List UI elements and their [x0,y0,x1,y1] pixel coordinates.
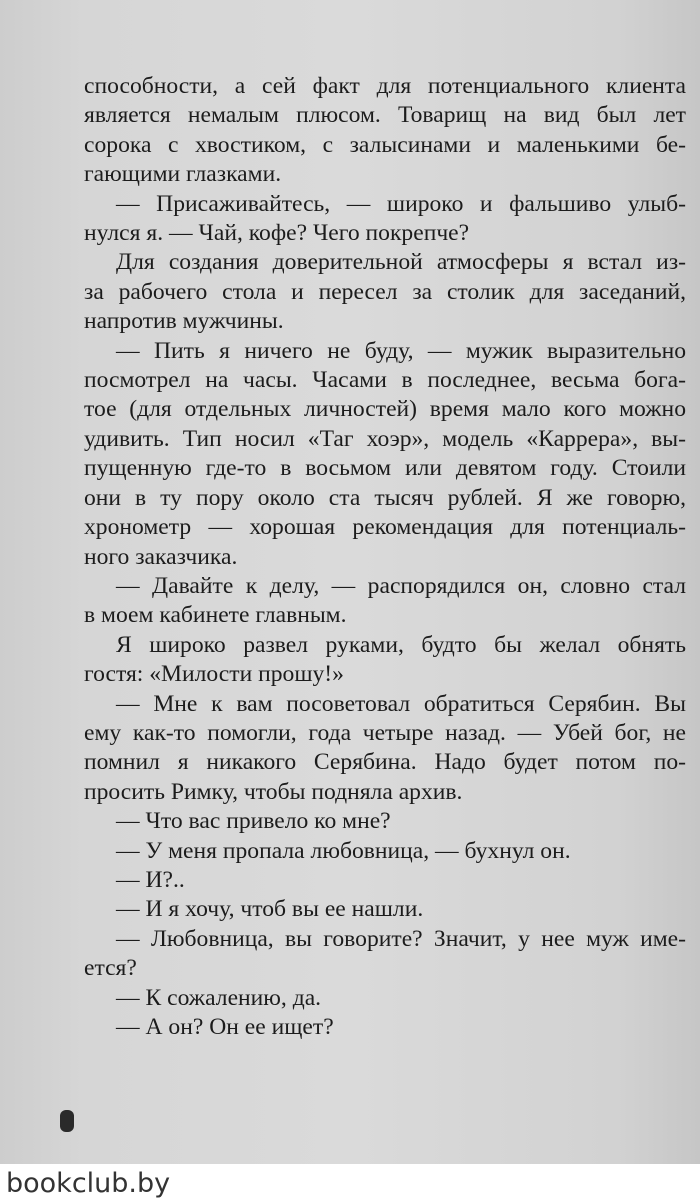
text-line: за рабочего стола и пересел за столик для заседаний, [84,278,686,305]
text-line: гающими глазками. [84,161,282,188]
text-line: — Присаживайтесь, — широко и фальшиво улыб- [116,190,686,217]
text-line: — И?.. [116,866,185,893]
text-line: — Любовница, вы говорите? Значит, у нее муж име- [116,925,686,952]
text-line: они в ту пору около ста тысяч рублей. Я же говорю, [84,484,686,511]
text-line: нулся я. — Чай, кофе? Чего покрепче? [84,220,470,247]
text-line: — У меня пропала любовница, — бухнул он. [116,837,571,864]
page-number-mark [60,1110,74,1132]
text-line: помнил я никакого Серябина. Надо будет потом по- [84,749,686,776]
text-line: напротив мужчины. [84,308,284,335]
text-line: — А он? Он ее ищет? [116,1014,334,1040]
text-line: способности, а сей факт для потенциального клиента [84,73,686,99]
text-line: гостя: «Милости прошу!» [84,661,344,688]
page-text [84,72,686,1042]
footer-bar [0,1164,700,1204]
text-line: удивить. Тип носил «Таг хоэр», модель «Каррера», вы- [84,425,686,452]
text-line: просить Римку, чтобы подняла архив. [84,778,463,805]
text-line: сорока с хвостиком, с залысинами и маленькими бе- [84,131,686,158]
text-line: является немалым плюсом. Товарищ на вид был лет [84,102,686,129]
text-line: Для создания доверительной атмосферы я встал из- [116,249,686,276]
text-line: — Давайте к делу, — распорядился он, словно стал [116,572,686,599]
text-line: — Пить я ничего не буду, — мужик выразительно [116,337,686,364]
text-line: — Что вас привело ко мне? [116,808,391,835]
text-line: ется? [84,955,137,982]
watermark-text: bookclub.by [6,1168,171,1199]
text-line: в моем кабинете главным. [84,602,347,629]
text-line: ему как-то помогли, года четыре назад. — Убей бог, не [84,719,686,746]
text-line: — И я хочу, чтоб вы ее нашли. [116,896,424,923]
text-line: пущенную где-то в восьмом или девятом году. Стоили [84,455,686,482]
text-line: тое (для отдельных личностей) время мало кого можно [84,396,686,423]
text-line: — К сожалению, да. [116,984,322,1011]
text-line: ного заказчика. [84,543,238,570]
text-line: Я широко развел руками, будто бы желал обнять [116,631,686,658]
text-line: хронометр — хорошая рекомендация для потенциаль- [84,514,686,541]
text-line: — Мне к вам посоветовал обратиться Серябин. Вы [116,690,686,717]
text-line: посмотрел на часы. Часами в последнее, весьма бога- [84,367,686,394]
